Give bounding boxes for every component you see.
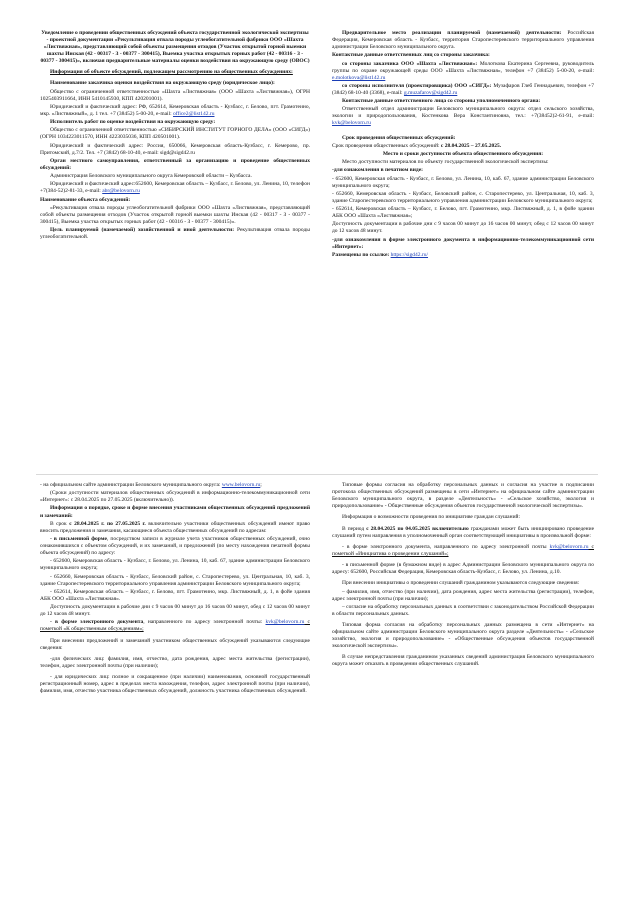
kvk-initiative-email-link[interactable]: kvk@belovorn.ru (549, 543, 589, 550)
contacts-customer-sub: со стороны заказчика ООО «Шахта «Листвяжная»: (342, 60, 478, 67)
fields-intro: При внесении предложений и замечаний участником общественных обсуждений указываются следующие сведения: (40, 637, 310, 651)
consent-text: Типовые формы согласия на обработку персональных данных и согласия на участие в подписании протокола общественных обсуждений размещены в сети «Интернет» на официальном сайте администрации Беловского муниципального округа, в разделе «Деятельность» - «Сельское хозяйство, экология и природопользование» - Общественные обсуждения объектов государственной экологической экспертизы». (332, 482, 594, 510)
electronic-text: , направленного по адресу электронной почты: (143, 619, 266, 626)
init-intro: При внесении инициативы о проведении слушаний гражданином указываются следующие сведения: (342, 580, 580, 587)
contacts-executor-text: Музафаров Глеб Геннадьевич, телефон +7 (3842) 68-10-40 (3368), e-mail: (332, 82, 594, 96)
final-text: В случае непредставления гражданином указанных сведений администрация Беловского муниципального округа может отказать в проведении общественных слушаний. (332, 654, 594, 668)
electronic-label: - в форме электронного документа (50, 619, 144, 626)
terms-text: (Сроки доступности материалов общественных обсуждений в информационно-телекоммуникационной сети «Интернет»: с 28.04.2025 по 27.05.2025 (включительно)). (40, 490, 310, 504)
contacts-customer (332, 61, 594, 82)
init-item-1: – фамилия, имя, отчество (при наличии), дата рождения, адрес места жительства (регистрации), телефон, адрес электронной почты (при наличии); (332, 588, 594, 602)
print-hours: Доступность документации в рабочие дни с 9 часов 00 минут до 16 часов 00 минут, обед с 12 часов 00 минут до 12 часов 48 минут. (332, 221, 594, 235)
executor-heading: Исполнитель работ по оценке воздействия на окружающую среду: (50, 119, 216, 126)
address-3: - 652614, Кемеровская область – Кузбасс, г. Белово, пгт. Грамотеино, мкр. Листвяжный, д. 1, в фойе здания АБК ООО «Шахта «Листвяжная». (40, 588, 310, 602)
sigd-link[interactable]: https://sigd42.ru/ (390, 251, 429, 258)
customer-address-text: Юридический и фактический адрес: РФ, 652614, Кемеровская область - Кузбасс, г. Белово, пгт. Грамотеино, мкр. «Листвяжный», д. 1 тел. +7 (38452) 5-00-20, e-mail: (40, 103, 310, 117)
location-paragraph (332, 30, 594, 51)
hours-text: Доступность документации в рабочие дни с 9 часов 00 минут до 16 часов 00 минут, обед с 12 часов 00 минут до 12 часов 48 минут. (40, 604, 310, 618)
typical-text: Типовая форма согласия на обработку персональных данных размещена в сети «Интернет» на официальном сайте администрации Беловского муниципального округа разделе «Деятельность» - «Сельское хозяйство, экология и природопользование» - «Общественные обсуждения объектов государственной экологической экспертизы». (332, 622, 594, 650)
info-heading: Информация об объекте обсуждений, подлежащем рассмотрению на общественных обсуждениях: (50, 69, 293, 76)
contacts-executor (332, 83, 594, 97)
address-2: - 652660, Кемеровская область - Кузбасс, Беловский район, с. Старопестерево, ул. Центральная, 10, каб. 3, здание Старопестеревского территориального управления администрации Беловского муниципального округа; (40, 573, 310, 587)
authority-text: Администрация Беловского муниципального округа Кемеровской области – Кузбасса. (50, 173, 252, 180)
contacts-customer-email-link[interactable]: e.molotkova@list142.ru (332, 74, 386, 81)
contacts-authority-heading: Контактные данные ответственного лица со стороны уполномоченного органа: (342, 98, 541, 105)
fields-individuals: -для физических лиц: фамилия, имя, отчество, дата рождения, адрес места жительства (регистрации), телефон, адрес электронной почты (при наличии); (40, 655, 310, 669)
kvk-email-link[interactable]: kvk@belovorn.ru (265, 619, 305, 626)
object-heading: Наименование объекта обсуждений: (40, 196, 131, 203)
goal-heading: Цель планируемой (намечаемой) хозяйственной и иной деятельности: (50, 227, 235, 234)
top-left-column (40, 30, 310, 468)
site-text: - на официальном сайте администрации Беловского муниципального округа: (40, 482, 222, 488)
procedure-heading: Информация о порядке, сроке и форме внесения участниками общественных обсуждений предложений и замечаний: (40, 505, 310, 519)
goal-text: Рекультивация отвала породы углеобогатительной. (40, 227, 310, 241)
el-text: - в форме электронного документа, направленного по адресу электронной почты (342, 543, 550, 550)
el-post: с пометкой «Инициатива о проведении слушаний»; (332, 543, 594, 557)
print-heading: -для ознакомления в печатном виде: (332, 167, 423, 174)
contacts-customer-text: Молоткова Екатерина Сергеевна, руководитель группы по охране окружающей среды ООО «Шахта «Листвяжная», телефон +7 (38452) 5-00-20, e-mail: (332, 60, 594, 74)
contacts-executor-sub: со стороны исполнителя (проектировщика) ООО «СИГД»: (342, 82, 492, 89)
paper-text: - в письменной форме (в бумажном виде) в адрес Администрации Беловского муниципального округа по адресу: 652600, Российская Федерация, Кемеровская область-Кузбасс, г. Белово, ул. Ленина, д.10. (332, 562, 594, 576)
term-text: Срок проведения общественных обсуждений: (332, 142, 441, 149)
executor-text: Общество с ограниченной ответственностью «СИБИРСКИЙ ИНСТИТУТ ГОРНОГО ДЕЛА» (ООО «СИГД») (ОГРН 1034223011570, ИНН 4223035036, КПП 420501001). (40, 127, 310, 141)
procedure-text: В срок (50, 520, 70, 527)
top-right-column (332, 30, 594, 468)
site-text-post: ; (260, 482, 262, 488)
electronic-post: с пометкой «К общественным обсуждениям»; (40, 619, 310, 633)
authority-email-link[interactable]: abr@belovorn.ru (102, 188, 140, 195)
belovorn-site-link[interactable]: www.belovorn.ru (221, 482, 261, 488)
procedure-dates: с 28.04.2025 г. по 27.05.2025 г. (69, 520, 146, 527)
contacts-authority (332, 106, 594, 127)
customer-text: Общество с ограниченной ответственностью «Шахта «Листвяжная» (ООО «Шахта «Листвяжная»), ОГРН 1025403911664, ИНН 5410145930, КПП 420201001). (40, 88, 310, 102)
link-label: Размещены по ссылке: (332, 251, 391, 258)
written-label: - в письменной форме (50, 535, 107, 542)
written-paragraph (40, 536, 310, 557)
bottom-left-column (40, 482, 310, 870)
contacts-authority-text: Ответственный отдел администрации Беловского муниципального округа: отдел сельского хозяйства, экологии и природопользования, Костенкова Вера Константиновна, тел.: +7(38452)2-61-91, e-mail: (332, 106, 594, 120)
authority-address (40, 181, 310, 195)
electronic-initiative (332, 544, 594, 558)
object-text: «Рекультивация отвала породы углеобогатительной фабрики ООО «Шахта «Листвяжная», представляющий собой объекты размещения отходов (Участок открытой горной выемки шахты Инская (42 - 00317 - З - 00377 - 300415), Выемка участка открытых горных работ (42 - 00316 - З - 00377 - 300415)». (40, 204, 310, 225)
notice-title: Уведомление о проведении общественных обсуждений объекта государственной экологической экспертизы - проектной документации «Рекультивация отвала породы углеобогатительной фабрики ООО «Шахта «Листвяжная», представляющий собой объекты размещения отходов (Участок открытой горной выемки шахты Инская (42 - 00317 - З - 00377 - 300415), Выемка участка открытых горных работ (42 - 00316 - З - 00377 - 300415)», включая предварительные материалы оценки воздействия на окружающую среду (ОВОС) (40, 30, 310, 65)
hearings-paragraph (332, 526, 594, 540)
term-dates: с 28.04.2025 – 27.05.2025. (440, 142, 502, 149)
procedure-paragraph (40, 521, 310, 535)
authority-address-text: Юридический и фактический адрес:652600, Кемеровская область – Кузбасс, г. Белово, ул. Ленина, 10, телефон +7(384-52)2-81-33, e-mail: (40, 181, 310, 195)
term-paragraph (332, 143, 594, 150)
hearings-heading: Информация о возможности проведения по инициативе граждан слушаний: (342, 514, 520, 521)
electronic-heading: -для ознакомления в форме электронного документа в информационно-телекоммуникационной сети «Интернет»: (332, 236, 594, 250)
location-heading: Предварительное место реализации планируемой (намечаемой) деятельности: (342, 30, 562, 36)
place-text: Место доступности материалов по объекту государственной экологической экспертизы: (342, 159, 549, 166)
hearings-text-post: гражданами может быть инициировано проведение слушаний путем направления в уполномоченный орган соответствующей инициативы в произвольной форме: (332, 525, 594, 539)
authority-heading: Орган местного самоуправления, ответственный за организацию и проведение общественных обсуждений: (40, 157, 310, 171)
term-heading: Срок проведения общественных обсуждений: (342, 134, 456, 141)
page-divider (36, 474, 598, 475)
fields-legal: - для юридических лиц: полное и сокращенное (при наличии) наименования, основной государственный регистрационный номер, адрес в пределах места нахождения, телефон, адрес электронной почты (при наличии), фамилия, имя, отчество участника общественных обсуждений, должность участника общественных обсуждений. (40, 674, 310, 695)
hearings-dates: с 28.04.2025 по 04.05.2025 включительно (366, 525, 469, 532)
written-text: , посредством записи в журнале учета участников общественных обсуждений, очно ознакомившихся с объектом обсуждений, и их замечаний, и предложений (по месту нахождения печатной формы объекта обсуждений) по адресу: (40, 535, 310, 557)
print-address-2: - 652660, Кемеровская область - Кузбасс, Беловский район, с. Старопестерево, ул. Центральная, 10, каб. 3, здание Старопестеревского территориального управления администрации Беловского муниципального округа; (332, 190, 594, 204)
print-address-1: - 652600, Кемеровская область - Кузбасс, г. Белово, ул. Ленина, 10, каб. 67, здание администрации Беловского муниципального округа; (332, 175, 594, 189)
bottom-right-column (332, 482, 594, 870)
contacts-executor-email-link[interactable]: g.muzafarov@sigd42.ru (403, 89, 458, 96)
customer-heading: Наименование заказчика оценки воздействия на окружающую среду (юридическое лицо): (50, 80, 275, 87)
customer-email-link[interactable]: office2@list142.ru (173, 110, 215, 117)
place-heading: Место и сроки доступности объекта общественного обсуждения: (382, 150, 544, 157)
location-text: Российская Федерация, Кемеровская область - Кузбасс, территория Старопестеревского территориального управления администрации Беловского муниципального округа. (332, 30, 594, 51)
executor-address: Юридический и фактический адрес: Россия, 650066, Кемеровская область-Кузбасс, г. Кемерово, пр. Притомский, д.7/2. Тел. +7 (3842) 68-10-40, e-mail: sigd@sigd42.ru (40, 142, 310, 156)
link-paragraph (332, 252, 594, 259)
procedure-text-post: включительно участники общественных обсуждений имеют право вносить предложения и замечания, касающиеся объекта общественных обсуждений по адресам: (40, 520, 310, 534)
goal-paragraph (40, 227, 310, 241)
init-item-2: – согласие на обработку персональных данных в соответствии с законодательством Российской Федерации в области персональных данных. (332, 603, 594, 617)
address-1: - 652600, Кемеровская область - Кузбасс, г. Белово, ул. Ленина, 10, каб. 67, здание администрации Беловского муниципального округа; (40, 558, 310, 572)
contacts-customer-heading: Контактные данные ответственных лиц со стороны заказчика: (332, 52, 490, 59)
electronic-paragraph (40, 619, 310, 633)
contacts-authority-email-link[interactable]: kvk@belovorn.ru (332, 120, 371, 127)
customer-address (40, 104, 310, 118)
print-address-3: - 652614, Кемеровская область – Кузбасс, г. Белово, пгт. Грамотеино, мкр. Листвяжный, д. 1, в фойе здании АБК ООО «Шахта «Листвяжная»; (332, 206, 594, 220)
hearings-text: В период (342, 525, 367, 532)
site-paragraph (40, 482, 310, 489)
